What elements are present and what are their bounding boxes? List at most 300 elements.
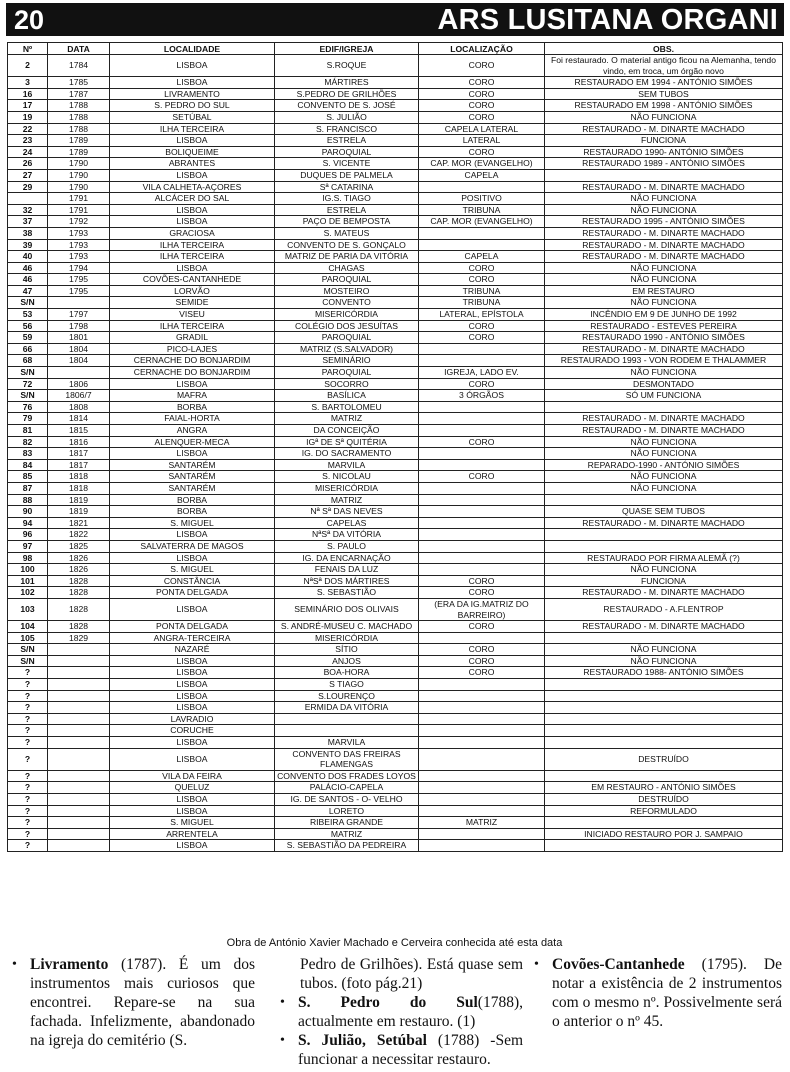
cell-locality: CORUCHE bbox=[110, 725, 275, 737]
cell-number: ? bbox=[8, 828, 48, 840]
cell-church: PALÁCIO-CAPELA bbox=[275, 782, 419, 794]
cell-church: MATRIZ bbox=[275, 413, 419, 425]
cell-date: 1788 bbox=[48, 111, 110, 123]
cell-location: LATERAL bbox=[419, 135, 545, 147]
cell-notes: EM RESTAURO - ANTÓNIO SIMÕES bbox=[545, 782, 783, 794]
cell-church: S. ANDRÉ-MUSEU C. MACHADO bbox=[275, 621, 419, 633]
cell-notes: NÃO FUNCIONA bbox=[545, 644, 783, 656]
cell-notes bbox=[545, 713, 783, 725]
cell-church: DUQUES DE PALMELA bbox=[275, 169, 419, 181]
cell-notes: RESTAURADO POR FIRMA ALEMÃ (?) bbox=[545, 552, 783, 564]
cell-date: 1795 bbox=[48, 285, 110, 297]
cell-number: 105 bbox=[8, 632, 48, 644]
cell-location: CAPELA bbox=[419, 169, 545, 181]
cell-date: 1816 bbox=[48, 436, 110, 448]
cell-church: CHAGAS bbox=[275, 262, 419, 274]
cell-number: ? bbox=[8, 679, 48, 691]
cell-church: PAROQUIAL bbox=[275, 274, 419, 286]
cell-location bbox=[419, 725, 545, 737]
cell-locality: ILHA TERCEIRA bbox=[110, 320, 275, 332]
cell-location: CORO bbox=[419, 587, 545, 599]
cell-notes bbox=[545, 632, 783, 644]
bullet-icon: • bbox=[12, 957, 17, 972]
cell-locality: ABRANTES bbox=[110, 158, 275, 170]
cell-locality: QUELUZ bbox=[110, 782, 275, 794]
cell-church: SÍTIO bbox=[275, 644, 419, 656]
cell-location bbox=[419, 425, 545, 437]
table-row bbox=[8, 425, 783, 437]
cell-notes: INCÊNDIO EM 9 DE JUNHO DE 1992 bbox=[545, 309, 783, 321]
table-row bbox=[8, 401, 783, 413]
cell-church: IGª DE Sª QUITÉRIA bbox=[275, 436, 419, 448]
table-row bbox=[8, 529, 783, 541]
cell-church: S.ROQUE bbox=[275, 55, 419, 77]
cell-date: 1793 bbox=[48, 239, 110, 251]
cell-church: ESTRELA bbox=[275, 204, 419, 216]
cell-date: 1815 bbox=[48, 425, 110, 437]
cell-location: CORO bbox=[419, 471, 545, 483]
cell-church bbox=[275, 725, 419, 737]
cell-number: 68 bbox=[8, 355, 48, 367]
table-row bbox=[8, 216, 783, 228]
cell-church: MISERICÓRDIA bbox=[275, 482, 419, 494]
cell-number: 102 bbox=[8, 587, 48, 599]
cell-church: Sª CATARINA bbox=[275, 181, 419, 193]
cell-locality: SANTARÉM bbox=[110, 471, 275, 483]
cell-number: 79 bbox=[8, 413, 48, 425]
cell-number: ? bbox=[8, 782, 48, 794]
cell-church: SOCORRO bbox=[275, 378, 419, 390]
cell-notes: NÃO FUNCIONA bbox=[545, 297, 783, 309]
cell-date bbox=[48, 782, 110, 794]
cell-date: 1819 bbox=[48, 506, 110, 518]
cell-notes: SEM TUBOS bbox=[545, 88, 783, 100]
cell-locality: LISBOA bbox=[110, 378, 275, 390]
cell-date bbox=[48, 297, 110, 309]
table-row bbox=[8, 355, 783, 367]
cell-number: S/N bbox=[8, 367, 48, 379]
cell-location bbox=[419, 459, 545, 471]
table-row bbox=[8, 459, 783, 471]
cell-locality: SANTARÉM bbox=[110, 482, 275, 494]
column-header: EDIF/IGREJA bbox=[275, 43, 419, 55]
cell-date: 1789 bbox=[48, 135, 110, 147]
cell-notes: EM RESTAURO bbox=[545, 285, 783, 297]
cell-church: S. BARTOLOMEU bbox=[275, 401, 419, 413]
cell-date bbox=[48, 725, 110, 737]
cell-number: 76 bbox=[8, 401, 48, 413]
cell-locality: LISBOA bbox=[110, 598, 275, 620]
table-row bbox=[8, 146, 783, 158]
table-row bbox=[8, 135, 783, 147]
table-row bbox=[8, 655, 783, 667]
cell-number: 32 bbox=[8, 204, 48, 216]
cell-locality: VILA DA FEIRA bbox=[110, 770, 275, 782]
table-row bbox=[8, 204, 783, 216]
cell-church: MOSTEIRO bbox=[275, 285, 419, 297]
table-row bbox=[8, 55, 783, 77]
cell-number: 46 bbox=[8, 262, 48, 274]
table-row bbox=[8, 309, 783, 321]
cell-notes: RESTAURADO - A.FLENTROP bbox=[545, 598, 783, 620]
cell-church: S. NICOLAU bbox=[275, 471, 419, 483]
cell-locality: SALVATERRA DE MAGOS bbox=[110, 540, 275, 552]
cell-notes: RESTAURADO - M. DINARTE MACHADO bbox=[545, 517, 783, 529]
table-row bbox=[8, 494, 783, 506]
cell-location: CORO bbox=[419, 146, 545, 158]
cell-number: 23 bbox=[8, 135, 48, 147]
cell-notes: NÃO FUNCIONA bbox=[545, 367, 783, 379]
cell-locality: SEMIDE bbox=[110, 297, 275, 309]
notes-column-3 bbox=[532, 955, 782, 1031]
cell-date: 1792 bbox=[48, 216, 110, 228]
cell-date: 1793 bbox=[48, 251, 110, 263]
cell-number: ? bbox=[8, 702, 48, 714]
cell-date bbox=[48, 367, 110, 379]
cell-locality: LISBOA bbox=[110, 262, 275, 274]
cell-date: 1788 bbox=[48, 123, 110, 135]
table-row bbox=[8, 782, 783, 794]
cell-location: CORO bbox=[419, 332, 545, 344]
table-row bbox=[8, 343, 783, 355]
cell-number: 29 bbox=[8, 181, 48, 193]
cell-notes: NÃO FUNCIONA bbox=[545, 482, 783, 494]
cell-location bbox=[419, 840, 545, 852]
table-row bbox=[8, 817, 783, 829]
cell-church: PAROQUIAL bbox=[275, 367, 419, 379]
cell-locality: ALENQUER-MECA bbox=[110, 436, 275, 448]
cell-notes: NÃO FUNCIONA bbox=[545, 471, 783, 483]
page-number: 20 bbox=[14, 5, 45, 35]
cell-location: POSITIVO bbox=[419, 193, 545, 205]
cell-location: TRIBUNA bbox=[419, 285, 545, 297]
cell-number: 85 bbox=[8, 471, 48, 483]
cell-notes: NÃO FUNCIONA bbox=[545, 204, 783, 216]
cell-location bbox=[419, 690, 545, 702]
cell-notes: NÃO FUNCIONA bbox=[545, 274, 783, 286]
cell-number: ? bbox=[8, 840, 48, 852]
table-row bbox=[8, 251, 783, 263]
cell-notes: RESTAURADO EM 1994 - ANTÓNIO SIMÕES bbox=[545, 77, 783, 89]
table-row bbox=[8, 332, 783, 344]
cell-locality: ARRENTELA bbox=[110, 828, 275, 840]
note-text: (1795). De notar a existência de 2 instrumentos com o mesmo nº. Possivelmente será o anterior o nº 45. bbox=[552, 956, 782, 1030]
cell-church bbox=[275, 713, 419, 725]
table-row bbox=[8, 239, 783, 251]
cell-locality: ALCÁCER DO SAL bbox=[110, 193, 275, 205]
cell-location bbox=[419, 702, 545, 714]
cell-date: 1795 bbox=[48, 274, 110, 286]
cell-church: CONVENTO DE S. GONÇALO bbox=[275, 239, 419, 251]
table-row bbox=[8, 285, 783, 297]
cell-number: 88 bbox=[8, 494, 48, 506]
cell-number: 56 bbox=[8, 320, 48, 332]
column-header: LOCALIZAÇÃO bbox=[419, 43, 545, 55]
cell-location bbox=[419, 805, 545, 817]
note-text: Pedro de Grilhões). Está quase sem tubos. (foto pág.21) bbox=[300, 956, 523, 992]
table-row bbox=[8, 587, 783, 599]
cell-date: 1785 bbox=[48, 77, 110, 89]
cell-location: CORO bbox=[419, 644, 545, 656]
cell-location bbox=[419, 482, 545, 494]
table-row bbox=[8, 564, 783, 576]
cell-church: S. MATEUS bbox=[275, 227, 419, 239]
cell-location: (ERA DA IG.MATRIZ DO BARREIRO) bbox=[419, 598, 545, 620]
cell-date bbox=[48, 817, 110, 829]
cell-date: 1797 bbox=[48, 309, 110, 321]
cell-date bbox=[48, 805, 110, 817]
cell-church: MÁRTIRES bbox=[275, 77, 419, 89]
cell-location: 3 ÓRGÃOS bbox=[419, 390, 545, 402]
cell-church: CONVENTO DAS FREIRAS FLAMENGAS bbox=[275, 748, 419, 770]
column-header: Nº bbox=[8, 43, 48, 55]
cell-church: IG. DE SANTOS - O- VELHO bbox=[275, 794, 419, 806]
cell-date: 1791 bbox=[48, 193, 110, 205]
cell-locality: CONSTÂNCIA bbox=[110, 575, 275, 587]
cell-date: 1798 bbox=[48, 320, 110, 332]
cell-notes: RESTAURADO - M. DINARTE MACHADO bbox=[545, 123, 783, 135]
table-row bbox=[8, 770, 783, 782]
cell-number: ? bbox=[8, 794, 48, 806]
cell-location: CAPELA bbox=[419, 251, 545, 263]
cell-church: MARVILA bbox=[275, 737, 419, 749]
cell-date: 1784 bbox=[48, 55, 110, 77]
cell-location: CAPELA LATERAL bbox=[419, 123, 545, 135]
cell-date bbox=[48, 713, 110, 725]
cell-notes: RESTAURADO - M. DINARTE MACHADO bbox=[545, 413, 783, 425]
cell-number: 39 bbox=[8, 239, 48, 251]
cell-notes: REFORMULADO bbox=[545, 805, 783, 817]
cell-notes: RESTAURADO - M. DINARTE MACHADO bbox=[545, 587, 783, 599]
cell-number: 3 bbox=[8, 77, 48, 89]
cell-church: SEMINÁRIO DOS OLIVAIS bbox=[275, 598, 419, 620]
table-row bbox=[8, 702, 783, 714]
cell-location bbox=[419, 713, 545, 725]
cell-number: ? bbox=[8, 737, 48, 749]
cell-locality: NAZARÉ bbox=[110, 644, 275, 656]
cell-church: S. SEBASTIÃO bbox=[275, 587, 419, 599]
table-row bbox=[8, 632, 783, 644]
note-livramento-continued bbox=[278, 955, 523, 993]
cell-locality: LISBOA bbox=[110, 55, 275, 77]
cell-church: BASÍLICA bbox=[275, 390, 419, 402]
cell-number: ? bbox=[8, 713, 48, 725]
table-caption: Obra de António Xavier Machado e Cerveira conhecida até esta data bbox=[226, 937, 563, 949]
table-row bbox=[8, 448, 783, 460]
cell-date: 1790 bbox=[48, 181, 110, 193]
cell-date: 1829 bbox=[48, 632, 110, 644]
cell-notes: RESTAURADO 1990 - ANTÓNIO SIMÕES bbox=[545, 332, 783, 344]
cell-number: 81 bbox=[8, 425, 48, 437]
cell-number: 37 bbox=[8, 216, 48, 228]
cell-number: 24 bbox=[8, 146, 48, 158]
table-row bbox=[8, 805, 783, 817]
table-row bbox=[8, 274, 783, 286]
table-row bbox=[8, 482, 783, 494]
cell-date bbox=[48, 655, 110, 667]
cell-locality: LORVÃO bbox=[110, 285, 275, 297]
cell-number: 66 bbox=[8, 343, 48, 355]
cell-locality: S. MIGUEL bbox=[110, 564, 275, 576]
cell-locality: LISBOA bbox=[110, 679, 275, 691]
cell-date: 1804 bbox=[48, 343, 110, 355]
cell-location: CORO bbox=[419, 111, 545, 123]
cell-date: 1790 bbox=[48, 169, 110, 181]
table-row bbox=[8, 517, 783, 529]
cell-date: 1806/7 bbox=[48, 390, 110, 402]
cell-location: CORO bbox=[419, 88, 545, 100]
cell-church: RIBEIRA GRANDE bbox=[275, 817, 419, 829]
cell-notes: SÓ UM FUNCIONA bbox=[545, 390, 783, 402]
cell-church: ERMIDA DA VITÓRIA bbox=[275, 702, 419, 714]
cell-location bbox=[419, 679, 545, 691]
table-row bbox=[8, 77, 783, 89]
cell-location bbox=[419, 737, 545, 749]
cell-locality: LISBOA bbox=[110, 204, 275, 216]
cell-church: IG. DO SACRAMENTO bbox=[275, 448, 419, 460]
cell-notes bbox=[545, 494, 783, 506]
cell-number: 96 bbox=[8, 529, 48, 541]
cell-notes bbox=[545, 401, 783, 413]
cell-date: 1789 bbox=[48, 146, 110, 158]
table-row bbox=[8, 123, 783, 135]
cell-church: IG.S. TIAGO bbox=[275, 193, 419, 205]
cell-number: 103 bbox=[8, 598, 48, 620]
cell-location: TRIBUNA bbox=[419, 204, 545, 216]
cell-notes: RESTAURADO - ESTEVES PEREIRA bbox=[545, 320, 783, 332]
cell-notes: RESTAURADO - M. DINARTE MACHADO bbox=[545, 239, 783, 251]
cell-number: 27 bbox=[8, 169, 48, 181]
notes-column-1 bbox=[10, 955, 255, 1050]
cell-church: CONVENTO bbox=[275, 297, 419, 309]
cell-number: S/N bbox=[8, 644, 48, 656]
cell-church: SEMINÁRIO bbox=[275, 355, 419, 367]
cell-locality: VISEU bbox=[110, 309, 275, 321]
table-row bbox=[8, 713, 783, 725]
cell-location bbox=[419, 401, 545, 413]
cell-church: MATRIZ (S.SALVADOR) bbox=[275, 343, 419, 355]
cell-date: 1806 bbox=[48, 378, 110, 390]
cell-date: 1818 bbox=[48, 471, 110, 483]
cell-number: 40 bbox=[8, 251, 48, 263]
table-row bbox=[8, 552, 783, 564]
page-header bbox=[6, 3, 784, 36]
cell-church: MATRIZ bbox=[275, 828, 419, 840]
cell-date: 1818 bbox=[48, 482, 110, 494]
table-row bbox=[8, 320, 783, 332]
cell-date: 1788 bbox=[48, 100, 110, 112]
cell-number: 26 bbox=[8, 158, 48, 170]
cell-locality: LISBOA bbox=[110, 737, 275, 749]
cell-location bbox=[419, 239, 545, 251]
cell-notes: NÃO FUNCIONA bbox=[545, 436, 783, 448]
cell-church: PAROQUIAL bbox=[275, 146, 419, 158]
column-header: DATA bbox=[48, 43, 110, 55]
cell-locality: S. PEDRO DO SUL bbox=[110, 100, 275, 112]
cell-date: 1828 bbox=[48, 575, 110, 587]
cell-notes: RESTAURADO - M. DINARTE MACHADO bbox=[545, 227, 783, 239]
cell-locality: GRACIOSA bbox=[110, 227, 275, 239]
cell-location bbox=[419, 782, 545, 794]
cell-number: 90 bbox=[8, 506, 48, 518]
cell-number: 97 bbox=[8, 540, 48, 552]
table-row bbox=[8, 367, 783, 379]
cell-notes bbox=[545, 169, 783, 181]
cell-location bbox=[419, 552, 545, 564]
table-row bbox=[8, 575, 783, 587]
table-row bbox=[8, 100, 783, 112]
cell-notes bbox=[545, 690, 783, 702]
cell-location: CORO bbox=[419, 320, 545, 332]
cell-date: 1790 bbox=[48, 158, 110, 170]
cell-church: MARVILA bbox=[275, 459, 419, 471]
cell-number: 98 bbox=[8, 552, 48, 564]
cell-locality: PICO-LAJES bbox=[110, 343, 275, 355]
table-row bbox=[8, 737, 783, 749]
cell-number: ? bbox=[8, 748, 48, 770]
table-row bbox=[8, 828, 783, 840]
cell-location: CORO bbox=[419, 77, 545, 89]
cell-locality: ANGRA bbox=[110, 425, 275, 437]
cell-notes: RESTAURADO 1989 - ANTÓNIO SIMÕES bbox=[545, 158, 783, 170]
cell-location: IGREJA, LADO EV. bbox=[419, 367, 545, 379]
cell-date bbox=[48, 690, 110, 702]
column-header: OBS. bbox=[545, 43, 783, 55]
cell-number: 47 bbox=[8, 285, 48, 297]
cell-date: 1791 bbox=[48, 204, 110, 216]
cell-locality: LAVRADIO bbox=[110, 713, 275, 725]
cell-number: 100 bbox=[8, 564, 48, 576]
cell-notes bbox=[545, 725, 783, 737]
cell-notes: FUNCIONA bbox=[545, 575, 783, 587]
table-row bbox=[8, 378, 783, 390]
cell-church: DA CONCEIÇÃO bbox=[275, 425, 419, 437]
cell-date: 1801 bbox=[48, 332, 110, 344]
cell-church: FENAIS DA LUZ bbox=[275, 564, 419, 576]
cell-date: 1804 bbox=[48, 355, 110, 367]
cell-church: NªSª DA VITÓRIA bbox=[275, 529, 419, 541]
cell-locality: LISBOA bbox=[110, 529, 275, 541]
cell-date bbox=[48, 840, 110, 852]
cell-notes bbox=[545, 737, 783, 749]
cell-church: ESTRELA bbox=[275, 135, 419, 147]
table-row bbox=[8, 111, 783, 123]
cell-church: S. JULIÃO bbox=[275, 111, 419, 123]
cell-location: CORO bbox=[419, 575, 545, 587]
cell-notes: Foi restaurado. O material antigo ficou na Alemanha, tendo vindo, em troca, um órgão novo bbox=[545, 55, 783, 77]
cell-location bbox=[419, 506, 545, 518]
cell-location: LATERAL, EPÍSTOLA bbox=[419, 309, 545, 321]
cell-number: ? bbox=[8, 817, 48, 829]
cell-notes: NÃO FUNCIONA bbox=[545, 111, 783, 123]
note-juliao-setubal bbox=[278, 1031, 523, 1069]
cell-number: 53 bbox=[8, 309, 48, 321]
cell-date: 1808 bbox=[48, 401, 110, 413]
cell-locality: PONTA DELGADA bbox=[110, 621, 275, 633]
table-row bbox=[8, 644, 783, 656]
table-row bbox=[8, 471, 783, 483]
table-row bbox=[8, 667, 783, 679]
cell-locality: LISBOA bbox=[110, 794, 275, 806]
cell-church: Nª Sª DAS NEVES bbox=[275, 506, 419, 518]
cell-location: CAP. MOR (EVANGELHO) bbox=[419, 216, 545, 228]
cell-number bbox=[8, 193, 48, 205]
cell-location bbox=[419, 355, 545, 367]
cell-church: LORETO bbox=[275, 805, 419, 817]
journal-title: ARS LUSITANA ORGANI bbox=[437, 4, 778, 36]
cell-date: 1814 bbox=[48, 413, 110, 425]
cell-locality: ILHA TERCEIRA bbox=[110, 251, 275, 263]
